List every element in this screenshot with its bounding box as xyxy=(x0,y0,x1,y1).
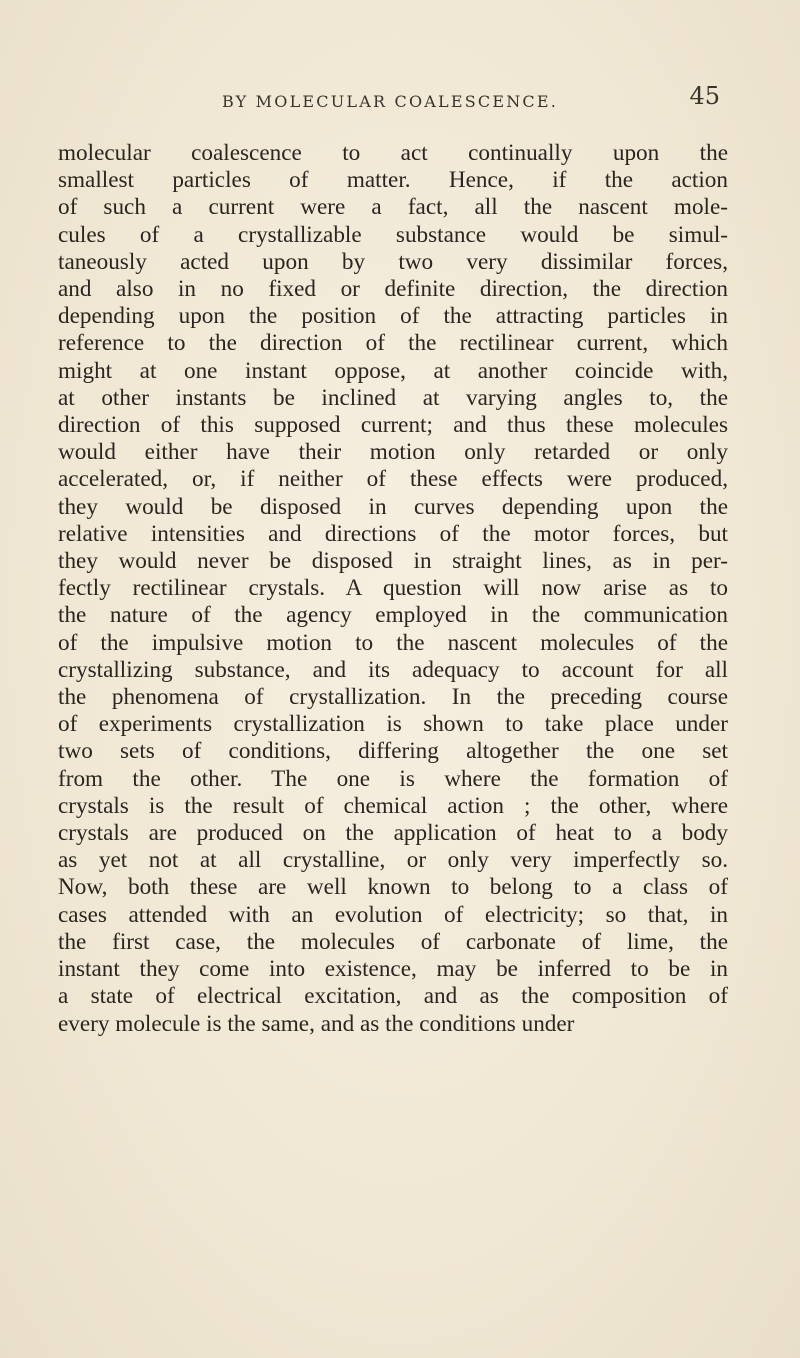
text-line: they would never be disposed in straight lines, as in per- xyxy=(58,548,728,575)
running-head xyxy=(60,82,720,118)
text-line: the nature of the agency employed in the communication xyxy=(58,602,728,629)
page-number: 45 xyxy=(689,82,720,110)
text-line: of such a current were a fact, all the nascent mole- xyxy=(58,194,728,221)
text-line: relative intensities and directions of the motor forces, but xyxy=(58,520,728,547)
text-line: might at one instant oppose, at another coincide with, xyxy=(58,357,728,384)
text-line: accelerated, or, if neither of these effects were produced, xyxy=(58,466,728,493)
text-line: a state of electrical excitation, and as the composition of xyxy=(58,983,728,1010)
text-line: of experiments crystallization is shown to take place under xyxy=(58,711,728,738)
text-line: as yet not at all crystalline, or only very imperfectly so. xyxy=(58,847,728,874)
text-line: at other instants be inclined at varying angles to, the xyxy=(58,384,728,411)
text-line: would either have their motion only retarded or only xyxy=(58,439,728,466)
text-line: cases attended with an evolution of electricity; so that, in xyxy=(58,901,728,928)
text-line: and also in no fixed or definite direction, the direction xyxy=(58,276,728,303)
body-text xyxy=(58,140,728,1038)
text-line: of the impulsive motion to the nascent molecules of the xyxy=(58,629,728,656)
text-line: the first case, the molecules of carbonate of lime, the xyxy=(58,928,728,955)
text-line: crystals are produced on the application of heat to a body xyxy=(58,820,728,847)
text-line: cules of a crystallizable substance would be simul- xyxy=(58,221,728,248)
text-line: fectly rectilinear crystals. A question will now arise as to xyxy=(58,575,728,602)
text-line: two sets of conditions, differing altogether the one set xyxy=(58,738,728,765)
text-line: depending upon the position of the attracting particles in xyxy=(58,303,728,330)
text-line: from the other. The one is where the formation of xyxy=(58,765,728,792)
text-line: crystallizing substance, and its adequacy to account for all xyxy=(58,656,728,683)
text-line: they would be disposed in curves depending upon the xyxy=(58,493,728,520)
text-line: molecular coalescence to act continually upon the xyxy=(58,140,728,166)
text-line: crystals is the result of chemical action ; the other, where xyxy=(58,792,728,819)
text-line: Now, both these are well known to belong to a class of xyxy=(58,874,728,901)
text-line: the phenomena of crystallization. In the preceding course xyxy=(58,684,728,711)
text-line: reference to the direction of the rectilinear current, which xyxy=(58,330,728,357)
text-line: every molecule is the same, and as the conditions under xyxy=(58,1010,575,1037)
text-line: smallest particles of matter. Hence, if the action xyxy=(58,167,728,194)
text-line: instant they come into existence, may be inferred to be in xyxy=(58,956,728,983)
running-title: BY MOLECULAR COALESCENCE. xyxy=(221,92,559,111)
text-line: direction of this supposed current; and thus these molecules xyxy=(58,412,728,439)
text-line: taneously acted upon by two very dissimilar forces, xyxy=(58,248,728,275)
